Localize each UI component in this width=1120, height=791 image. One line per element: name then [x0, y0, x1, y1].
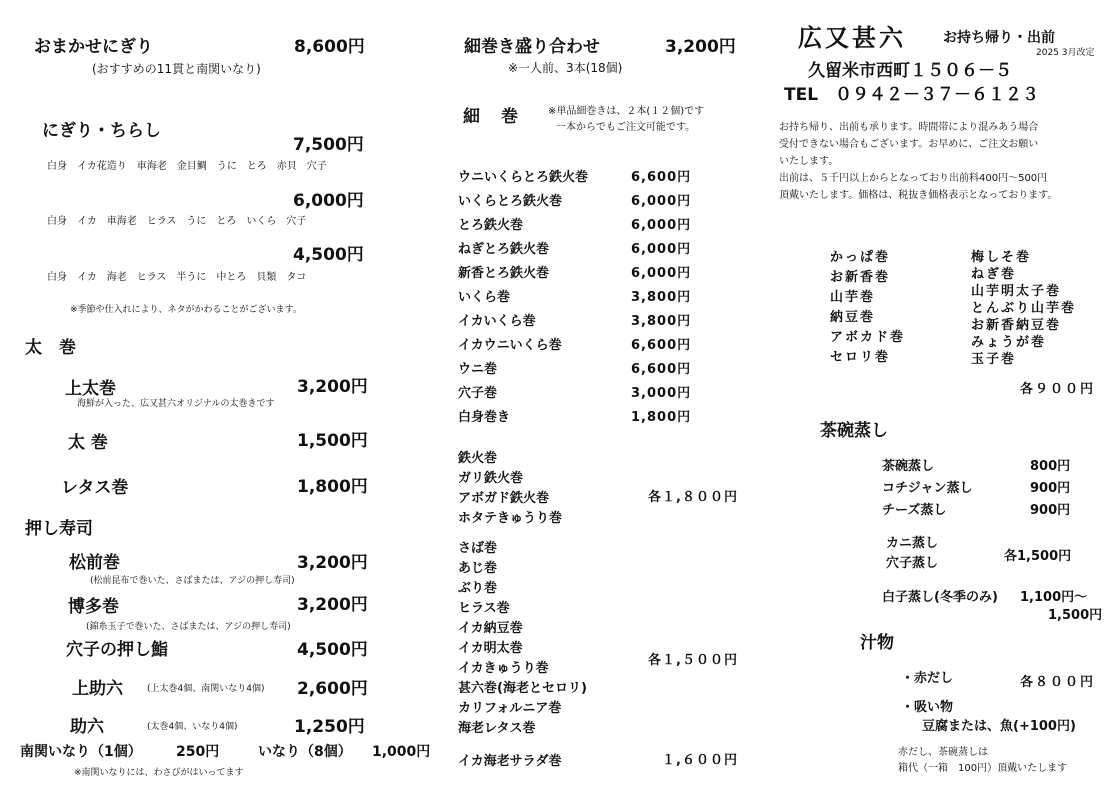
akadashi-name: ・赤だし: [901, 671, 954, 686]
inari-note: ※南関いなりには、わさびがはいってます: [74, 768, 244, 778]
chawanmushi-name: チーズ蒸し: [882, 503, 947, 518]
jo-futomaki-note: 海鮮が入った、広又甚六オリジナルの太巻きです: [77, 399, 275, 409]
omakase-name: おまかせにぎり: [34, 37, 153, 57]
roll-group-2-item: あじ巻: [458, 561, 498, 576]
box-note-1: 赤だし、茶碗蒸しは: [898, 747, 988, 758]
ika-ebi-salad-name: イカ海老サラダ巻: [458, 754, 562, 769]
hosomaki-note-2: 一本からでもご注文可能です。: [556, 122, 696, 133]
telephone: TEL ０９４２－３７－６１２３: [784, 85, 1040, 105]
maki-900-item: 山芋明太子巻: [971, 284, 1062, 299]
kani-mushi-name: カニ蒸し: [886, 536, 939, 551]
chawanmushi-price: 800円: [1030, 459, 1071, 474]
roll-name: 穴子巻: [458, 386, 498, 401]
box-note-2: 箱代（一箱 100円）頂戴いたします: [898, 763, 1068, 774]
maki-900-item: ねぎ巻: [971, 267, 1017, 282]
roll-name: ウニいくらとろ鉄火巻: [458, 170, 589, 185]
suimono-detail: 豆腐または、魚(+100円): [922, 719, 1076, 734]
roll-group-2-item: 海老レタス巻: [458, 721, 536, 736]
shirako-name: 白子蒸し(冬季のみ): [882, 590, 998, 605]
roll-name: イカいくら巻: [458, 314, 536, 329]
nigiri-price-3: 4,500円: [293, 245, 364, 265]
nankan-inari-1-price: 250円: [176, 744, 220, 760]
sukeroku-price: 1,250円: [294, 717, 365, 737]
hakata-note: (錦糸玉子で巻いた、さばまたは、アジの押し寿司): [86, 622, 291, 632]
roll-group-2-price: 各１,５００円: [648, 653, 738, 668]
chawanmushi-name: コチジャン蒸し: [882, 481, 973, 496]
roll-price: 3,800円: [631, 290, 692, 305]
jo-sukeroku-note: (上太巻4個、南関いなり4個): [147, 684, 265, 694]
nigiri-note: ※季節や仕入れにより、ネタがかわることがございます。: [70, 305, 302, 315]
roll-group-2-item: 甚六巻(海老とセロリ): [458, 681, 587, 696]
inari-8-name: いなり（8個）: [258, 744, 352, 760]
roll-group-2-item: さば巻: [458, 541, 498, 556]
roll-name: 白身巻き: [458, 410, 511, 425]
roll-price: 6,600円: [631, 362, 692, 377]
lettuce-price: 1,800円: [297, 477, 368, 497]
notice-line-5: 頂戴いたします。価格は、税抜き価格表示となっております。: [779, 190, 1058, 201]
nigiri-items-3: 白身 イカ 海老 ヒラス 半うに 中とろ 貝類 タコ: [47, 272, 307, 283]
roll-name: ねぎとろ鉄火巻: [458, 242, 550, 257]
roll-name: いくらとろ鉄火巻: [458, 194, 563, 209]
roll-name: いくら巻: [458, 290, 511, 305]
omakase-price: 8,600円: [294, 37, 365, 57]
matsumae-price: 3,200円: [297, 553, 368, 573]
kani-anago-price: 各1,500円: [1004, 549, 1072, 564]
hakata-name: 博多巻: [68, 597, 119, 617]
nigiri-heading: にぎり・ちらし: [42, 121, 161, 141]
roll-group-2-item: ヒラス巻: [458, 601, 510, 616]
anago-oshi-price: 4,500円: [297, 640, 368, 660]
chawanmushi-price: 900円: [1030, 503, 1071, 518]
roll-group-1-item: ガリ鉄火巻: [458, 471, 524, 486]
hosomaki-mori-note: ※一人前、3本(18個): [508, 61, 623, 75]
roll-price: 6,000円: [631, 266, 692, 281]
maki-900-item: 梅しそ巻: [971, 250, 1032, 265]
notice-line-3: いたします。: [779, 156, 839, 167]
akadashi-price: 各８００円: [1020, 675, 1096, 690]
roll-group-1-item: アボガド鉄火巻: [458, 491, 550, 506]
maki-900-item: 納豆巻: [830, 310, 876, 325]
futomaki-name: 太 巻: [68, 433, 108, 453]
soup-heading: 汁物: [860, 633, 894, 653]
hosomaki-note-1: ※単品細巻きは、２本(１２個)です: [548, 106, 705, 117]
shirako-price: 1,100円～: [1020, 590, 1088, 605]
matsumae-note: (松前昆布で巻いた、さばまたは、アジの押し寿司): [90, 576, 295, 586]
roll-price: 6,000円: [631, 242, 692, 257]
roll-price: 3,000円: [631, 386, 692, 401]
matsumae-name: 松前巻: [69, 553, 120, 573]
nankan-inari-1-name: 南関いなり（1個）: [20, 744, 142, 760]
notice-line-2: 受付できない場合もございます。お早めに、ご注文お願い: [779, 139, 1039, 150]
inari-8-price: 1,000円: [372, 744, 431, 760]
nigiri-price-2: 6,000円: [293, 191, 364, 211]
anago-mushi-name: 穴子蒸し: [886, 556, 939, 571]
roll-group-2-item: イカ明太巻: [458, 641, 523, 656]
jo-futomaki-name: 上太巻: [65, 379, 116, 399]
futomaki-price: 1,500円: [297, 431, 368, 451]
maki-900-item: とんぶり山芋巻: [971, 301, 1077, 316]
jo-sukeroku-price: 2,600円: [297, 679, 368, 699]
maki-900-item: お新香納豆巻: [971, 318, 1062, 333]
omakase-note: (おすすめの11貫と南関いなり): [92, 62, 261, 76]
notice-line-4: 出前は、５千円以上からとなっており出前料400円～500円: [779, 173, 1048, 184]
chawanmushi-name: 茶碗蒸し: [882, 459, 935, 474]
roll-group-2-item: ぶり巻: [458, 581, 498, 596]
oshi-heading: 押し寿司: [25, 519, 93, 539]
roll-group-2-item: イカ納豆巻: [458, 621, 523, 636]
roll-group-1-price: 各１,８００円: [648, 490, 738, 505]
maki-900-item: 玉子巻: [971, 352, 1017, 367]
nigiri-items-2: 白身 イカ 車海老 ヒラス うに とろ いくら 穴子: [47, 216, 307, 227]
roll-group-1-item: ホタテきゅうり巻: [458, 511, 563, 526]
maki-900-item: アボカド巻: [830, 330, 906, 345]
roll-group-1-item: 鉄火巻: [458, 451, 498, 466]
roll-group-2-item: カリフォルニア巻: [458, 701, 562, 716]
notice-line-1: お持ち帰り、出前も承ります。時間帯により混みあう場合: [779, 122, 1039, 133]
hakata-price: 3,200円: [297, 595, 368, 615]
ika-ebi-salad-price: １,６００円: [662, 753, 738, 768]
roll-price: 3,800円: [631, 314, 692, 329]
takeout-label: お持ち帰り・出前: [943, 30, 1055, 46]
maki-900-item: セロリ巻: [830, 350, 891, 365]
chawanmushi-heading: 茶碗蒸し: [820, 421, 888, 441]
maki-900-item: かっぱ巻: [830, 250, 891, 265]
nigiri-price-1: 7,500円: [293, 135, 364, 155]
maki-900-item: お新香巻: [830, 270, 891, 285]
nigiri-items-1: 白身 イカ花造り 車海老 金目鯛 うに とろ 赤貝 穴子: [47, 161, 327, 172]
sukeroku-name: 助六: [70, 717, 104, 737]
roll-price: 6,000円: [631, 194, 692, 209]
roll-price: 1,800円: [631, 410, 692, 425]
hosomaki-mori-name: 細巻き盛り合わせ: [464, 37, 600, 57]
hosomaki-mori-price: 3,200円: [665, 37, 736, 57]
roll-name: イカウニいくら巻: [458, 338, 562, 353]
anago-oshi-name: 穴子の押し鮨: [66, 640, 168, 660]
roll-price: 6,600円: [631, 170, 692, 185]
roll-price: 6,600円: [631, 338, 692, 353]
roll-name: とろ鉄火巻: [458, 218, 524, 233]
futomaki-heading: 太 巻: [25, 338, 76, 358]
chawanmushi-price: 900円: [1030, 481, 1071, 496]
maki-900-item: みょうが巻: [971, 335, 1047, 350]
hosomaki-heading: 細 巻: [463, 107, 520, 127]
roll-price: 6,000円: [631, 218, 692, 233]
sukeroku-note: (太巻4個、いなり4個): [147, 722, 238, 732]
roll-group-2-item: イカきゅうり巻: [458, 661, 549, 676]
jo-futomaki-price: 3,200円: [297, 377, 368, 397]
roll-name: ウニ巻: [458, 362, 498, 377]
lettuce-name: レタス巻: [61, 478, 129, 498]
shirako-price-2: 1,500円: [1048, 608, 1103, 623]
roll-name: 新香とろ鉄火巻: [458, 266, 550, 281]
revised-date: 2025 3月改定: [1036, 48, 1095, 58]
shop-name: 広又甚六: [798, 23, 906, 52]
maki-900-item: 山芋巻: [830, 290, 876, 305]
address: 久留米市西町１５０６－５: [808, 61, 1012, 81]
maki-900-price: 各９００円: [1020, 382, 1096, 397]
jo-sukeroku-name: 上助六: [72, 679, 123, 699]
suimono-name: ・吸い物: [901, 700, 954, 715]
